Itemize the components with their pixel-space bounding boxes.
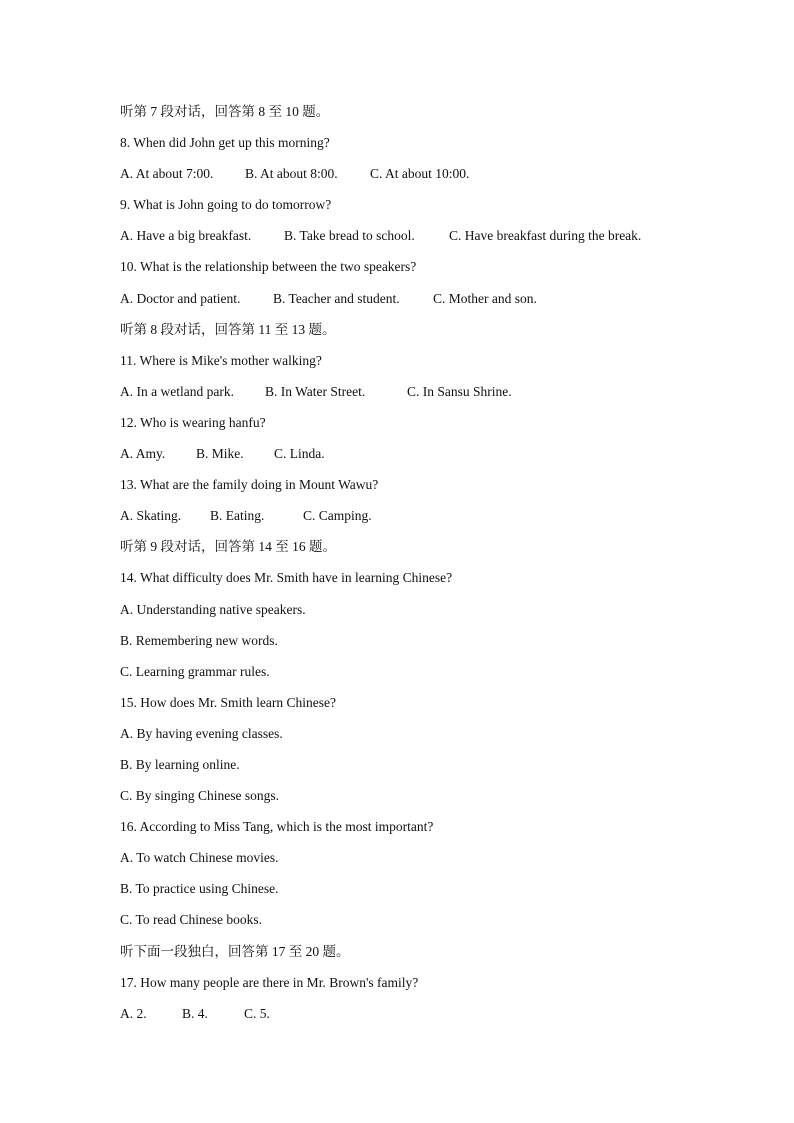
options-row <box>120 1002 720 1033</box>
section-heading: 听第 9 段对话，回答第 14 至 16 题。 <box>120 539 336 555</box>
option-b: B. 4. <box>182 1005 208 1021</box>
question-text: 15. How does Mr. Smith learn Chinese? <box>120 694 336 710</box>
option-a: A. At about 7:00. <box>120 166 214 182</box>
question-text: 11. Where is Mike's mother walking? <box>120 352 322 368</box>
question-text: 8. When did John get up this morning? <box>120 135 330 151</box>
option-b: B. Take bread to school. <box>284 228 415 244</box>
option-a: A. Doctor and patient. <box>120 290 241 306</box>
option-b: B. In Water Street. <box>265 383 366 399</box>
question-text: 9. What is John going to do tomorrow? <box>120 197 332 213</box>
option-a: A. By having evening classes. <box>120 725 283 741</box>
option-c: C. Camping. <box>303 508 372 524</box>
section-heading: 听下面一段独白，回答第 17 至 20 题。 <box>120 943 350 959</box>
option-a: A. 2. <box>120 1005 147 1021</box>
question-text: 10. What is the relationship between the two speakers? <box>120 259 417 275</box>
question-text: 13. What are the family doing in Mount Wawu? <box>120 477 379 493</box>
question-text: 12. Who is wearing hanfu? <box>120 414 266 430</box>
option-a: A. Amy. <box>120 446 166 462</box>
option-c: C. By singing Chinese songs. <box>120 788 280 804</box>
option-c: C. Have breakfast during the break. <box>449 228 642 244</box>
option-c: C. Mother and son. <box>433 290 537 306</box>
option-c: C. In Sansu Shrine. <box>407 383 512 399</box>
option-c: C. Learning grammar rules. <box>120 663 270 679</box>
option-a: A. Skating. <box>120 508 182 524</box>
option-a: A. In a wetland park. <box>120 383 234 399</box>
question-text: 17. How many people are there in Mr. Brown's family? <box>120 974 419 990</box>
document-content <box>120 100 720 1033</box>
option-a: A. To watch Chinese movies. <box>120 850 279 866</box>
options-row <box>120 380 720 411</box>
option-b: B. Teacher and student. <box>273 290 400 306</box>
section-heading: 听第 8 段对话，回答第 11 至 13 题。 <box>120 321 336 337</box>
options-row <box>120 224 720 255</box>
option-b: B. Remembering new words. <box>120 632 278 648</box>
option-c: C. To read Chinese books. <box>120 912 263 928</box>
options-row <box>120 504 720 535</box>
option-a: A. Have a big breakfast. <box>120 228 252 244</box>
options-row <box>120 287 720 318</box>
option-b: B. Mike. <box>196 446 244 462</box>
option-c: C. At about 10:00. <box>370 166 470 182</box>
options-row <box>120 162 720 193</box>
option-b: B. By learning online. <box>120 756 240 772</box>
option-c: C. 5. <box>244 1005 270 1021</box>
options-row <box>120 442 720 473</box>
option-b: B. To practice using Chinese. <box>120 881 279 897</box>
option-b: B. At about 8:00. <box>245 166 338 182</box>
option-c: C. Linda. <box>274 446 325 462</box>
option-a: A. Understanding native speakers. <box>120 601 306 617</box>
question-text: 14. What difficulty does Mr. Smith have in learning Chinese? <box>120 570 453 586</box>
option-b: B. Eating. <box>210 508 265 524</box>
question-text: 16. According to Miss Tang, which is the most important? <box>120 819 434 835</box>
section-heading: 听第 7 段对话，回答第 8 至 10 题。 <box>120 104 330 119</box>
